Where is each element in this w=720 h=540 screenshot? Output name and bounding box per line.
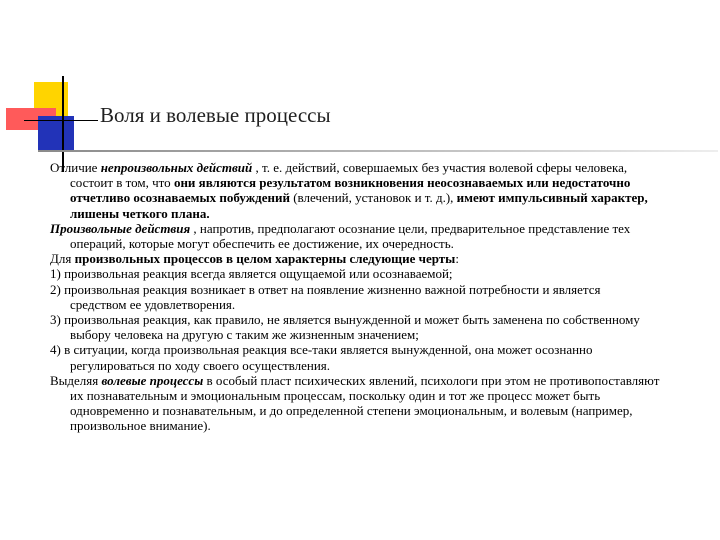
term-involuntary-actions: непроизвольных действий: [100, 160, 253, 175]
paragraph-features-intro: Для произвольных процессов в целом характерны следующие черты:: [50, 251, 459, 267]
paragraph-involuntary-actions: Отличие непроизвольных действий , т. е. действий, совершаемых без участия волевой сферы человека, состоит в том, что они являются результатом возникновения неосознаваемых или недостаточно отчетливо осознаваемых побуждений (влечений, установок и т. д.), имеют импульсивный характер, лишены четкого плана.: [50, 160, 648, 221]
decor-vertical-line: [62, 76, 64, 172]
decor-blue-square: [38, 116, 74, 152]
slide-body: [50, 160, 660, 434]
list-item: 1) произвольная реакция всегда является ощущаемой или осознаваемой;: [50, 266, 453, 282]
term-volitional-processes: волевые процессы: [101, 372, 204, 388]
paragraph-voluntary-actions: Произвольные действия , напротив, предполагают осознание цели, предварительное представление тех операций, которые могут обеспечить ее достижение, их очередность.: [50, 220, 631, 252]
list-item: 4) в ситуации, когда произвольная реакция все-таки является вынужденной, она может осознанно регулироваться по ходу своего осуществления.: [50, 342, 593, 373]
emphasis-voluntary-features: произвольных процессов в целом характерны следующие черты: [74, 251, 456, 267]
decor-horizontal-line: [24, 120, 98, 121]
term-voluntary-actions: Произвольные действия: [50, 220, 191, 236]
list-item: 3) произвольная реакция, как правило, не является вынужденной и может быть заменена по собственному выбору человека на другую с таким же жизненным значением;: [50, 312, 640, 343]
title-underline: [38, 150, 718, 152]
emphasis-impulsive-character: имеют импульсивный характер, лишены четкого плана.: [70, 190, 648, 221]
slide-title: Воля и волевые процессы: [100, 103, 331, 127]
emphasis-unconscious-motives: они являются результатом возникновения неосознаваемых или недостаточно отчетливо осознаваемых побуждений: [70, 175, 631, 206]
list-item: 2) произвольная реакция возникает в ответ на появление жизненно важной потребности и является средством ее удовлетворения.: [50, 281, 601, 312]
paragraph-volitional-processes: Выделяя волевые процессы в особый пласт психических явлений, психологи при этом не противопоставляют их познавательным и эмоциональным процессам, поскольку один и тот же процесс может быть одновременно и познавательным, и до определенной степени эмоциональным, и волевым (например, произвольное внимание).: [50, 372, 660, 434]
